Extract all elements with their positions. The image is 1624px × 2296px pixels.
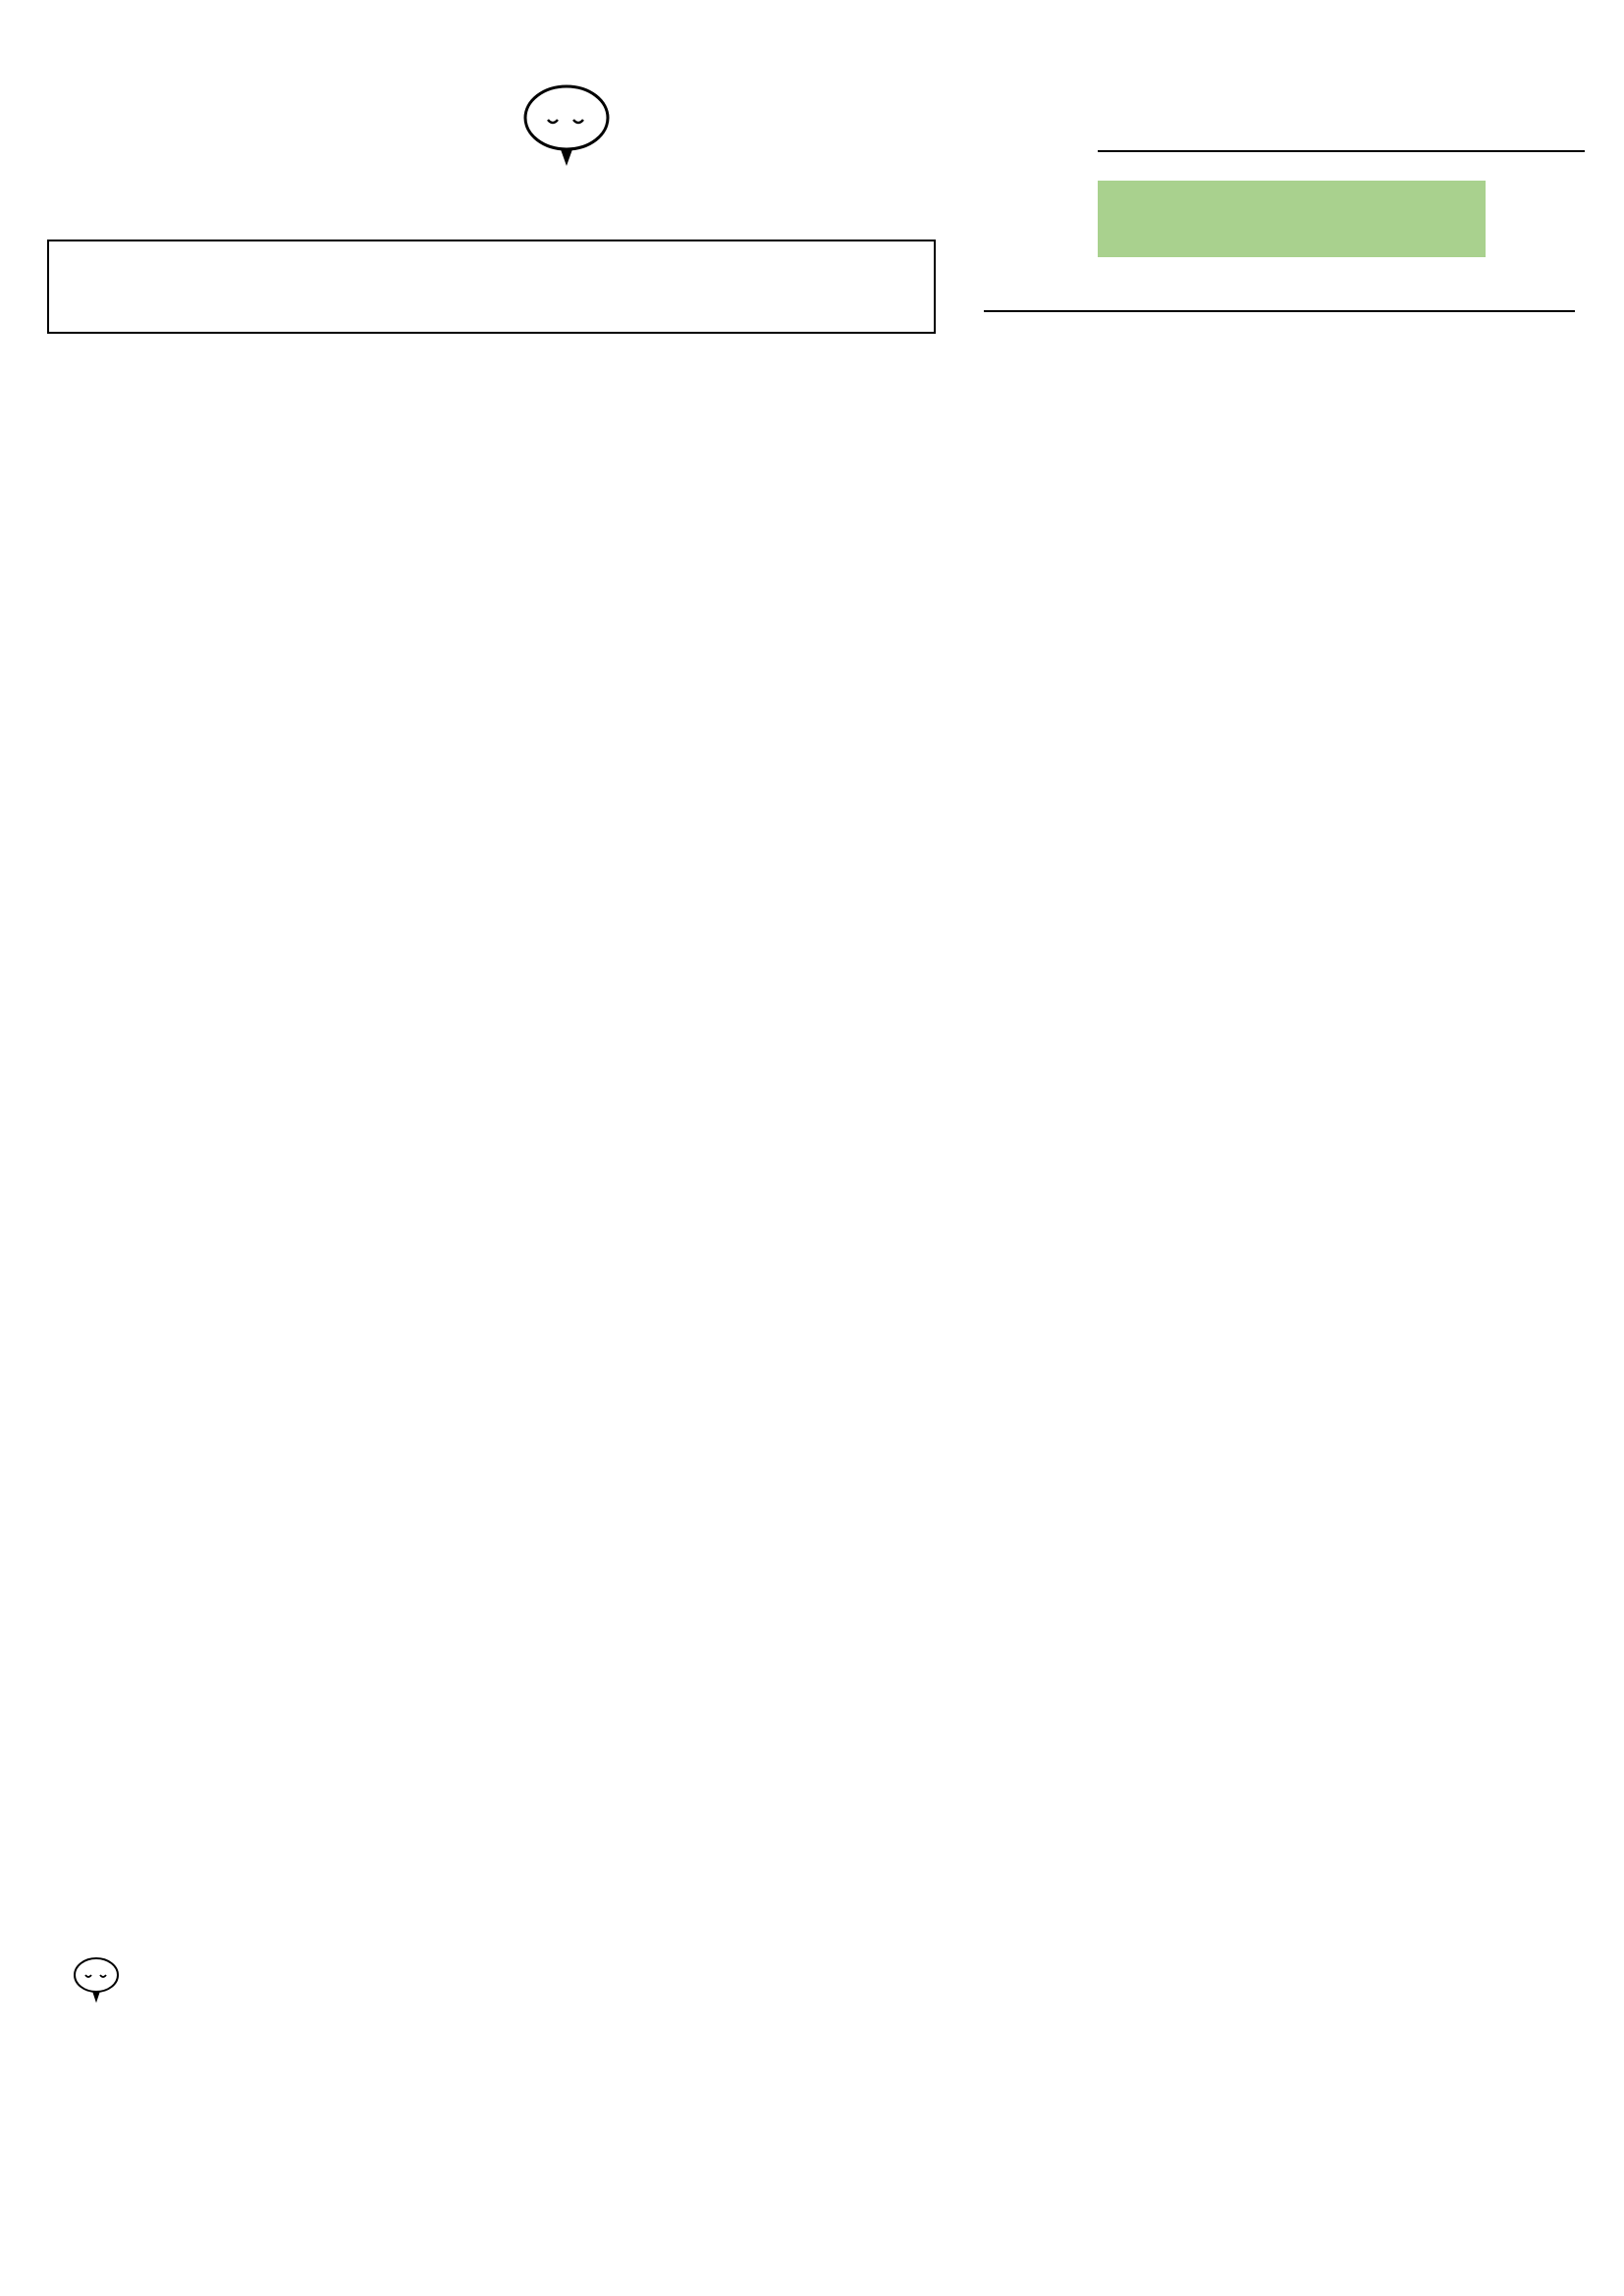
memo-field[interactable]: [128, 1944, 1581, 2012]
face-small-icon: [71, 1953, 122, 2004]
